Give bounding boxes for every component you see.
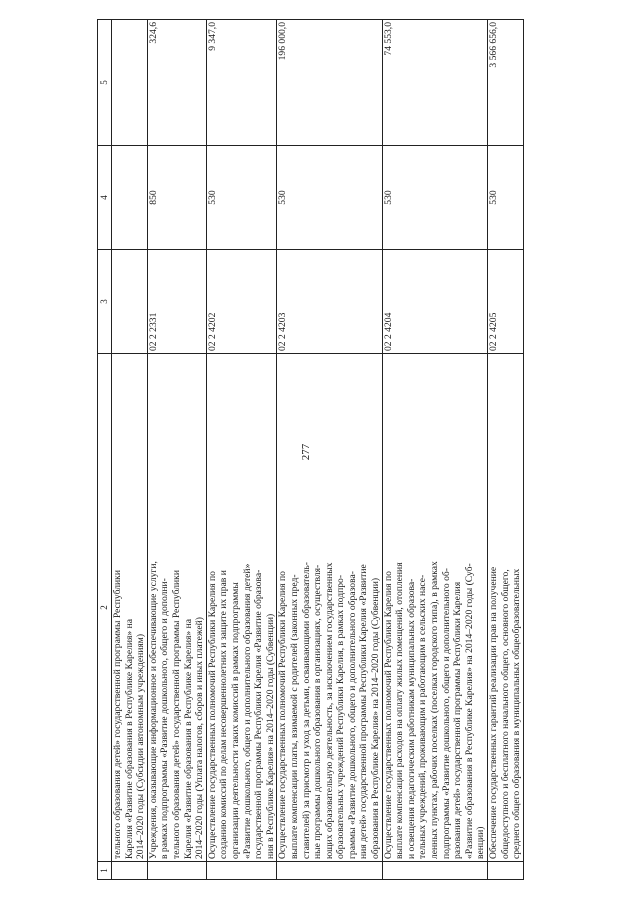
- row-group-cell: 530: [206, 146, 277, 250]
- table-row: [277, 20, 382, 880]
- row-group-cell: [112, 146, 148, 250]
- row-number-cell: [147, 862, 206, 880]
- table-body: [112, 20, 524, 880]
- budget-table: [97, 19, 524, 880]
- row-code-cell: 02 2 4204: [382, 250, 487, 354]
- page-number: 277: [300, 443, 312, 461]
- row-code-cell: [112, 250, 148, 354]
- row-number-cell: [206, 862, 277, 880]
- table-header: [98, 20, 112, 880]
- row-number-cell: [382, 862, 487, 880]
- row-amount-cell: 324,6: [147, 20, 206, 146]
- row-name-cell: Осуществление государственных полномочий Республики Карелия по выплате компенсации платы, взимаемой с родителей (законных пред- ставителей) за присмотр и уход за детьми, осваивающими образователь- ные программы дошкольного образования в организациях, осуществля- ющих образовательную деятельность, за исключением государственных образовательных учреждений Республики Карелия, в рамках подпро- граммы «Развитие дошкольного, общего и дополнительного образова- ния детей» государственной программы Республики Карелия «Развитие образования в Республике Карелия» на 2014–2020 годы (Субвенции): [277, 354, 382, 862]
- header-col-4: 4: [98, 146, 112, 250]
- row-group-cell: 530: [488, 146, 524, 250]
- header-col-1: 1: [98, 862, 112, 880]
- row-code-cell: 02 2 4203: [277, 250, 382, 354]
- row-name-cell: Осуществление государственных полномочий Республики Карелия по созданию комиссий по делам несовершеннолетних и защите их прав и организации деятельности таких комиссий в рамках подпрограммы «Развитие дошкольного, общего и дополнительного образования детей» государственной программы Республики Карелия «Развитие образова- ния в Республике Карелия» на 2014–2020 годы (Субвенции): [206, 354, 277, 862]
- row-amount-cell: 3 566 656,0: [488, 20, 524, 146]
- header-col-3: 3: [98, 250, 112, 354]
- row-group-cell: 850: [147, 146, 206, 250]
- row-number-cell: [488, 862, 524, 880]
- table-row: [147, 20, 206, 880]
- row-amount-cell: [112, 20, 148, 146]
- header-col-5: 5: [98, 20, 112, 146]
- row-amount-cell: 74 553,0: [382, 20, 487, 146]
- header-col-2: 2: [98, 354, 112, 862]
- row-name-cell: Обеспечение государственных гарантий реализации прав на получение общедоступного и бесплатного начального общего, основного общего, среднего общего образования в муниципальных общеобразовательных: [488, 354, 524, 862]
- rotated-table-frame: [97, 20, 627, 880]
- table-row: [488, 20, 524, 880]
- row-group-cell: 530: [277, 146, 382, 250]
- row-amount-cell: 196 000,0: [277, 20, 382, 146]
- row-name-cell: тельного образования детей» государственной программы Республики Карелия «Развитие образования в Республике Карелия» на 2014–2020 годы (Субсидии автономным учреждениям): [112, 354, 148, 862]
- table-row: [206, 20, 277, 880]
- row-code-cell: 02 2 4205: [488, 250, 524, 354]
- row-number-cell: [112, 862, 148, 880]
- row-code-cell: 02 2 2331: [147, 250, 206, 354]
- row-name-cell: Учреждения, оказывающие информационное и обеспечивающие услуги, в рамках подпрограммы «Развитие дошкольного, общего и дополни- тельного образования детей» государственной программы Республики Карелия «Развитие образования в Республике Карелия» на 2014–2020 годы (Уплата налогов, сборов и иных платежей): [147, 354, 206, 862]
- table-row: [382, 20, 487, 880]
- row-group-cell: 530: [382, 146, 487, 250]
- row-number-cell: [277, 862, 382, 880]
- row-code-cell: 02 2 4202: [206, 250, 277, 354]
- table-row: [112, 20, 148, 880]
- row-amount-cell: 9 347,0: [206, 20, 277, 146]
- row-name-cell: Осуществление государственных полномочий Республики Карелия по выплате компенсации расходов на оплату жилых помещений, отопления и освещения педагогическим работникам муниципальных образова- тельных учреждений, проживающим и работающим в сельских насе- ленных пунктах, рабочих поселках (поселках городского типа), в рамках подпрограммы «Развитие дошкольного, общего и дополнительного об- разования детей» государственной программы Республики Карелия «Развитие образования в Республике Карелия» на 2014–2020 годы (Суб- венции): [382, 354, 487, 862]
- header-row: [98, 20, 112, 880]
